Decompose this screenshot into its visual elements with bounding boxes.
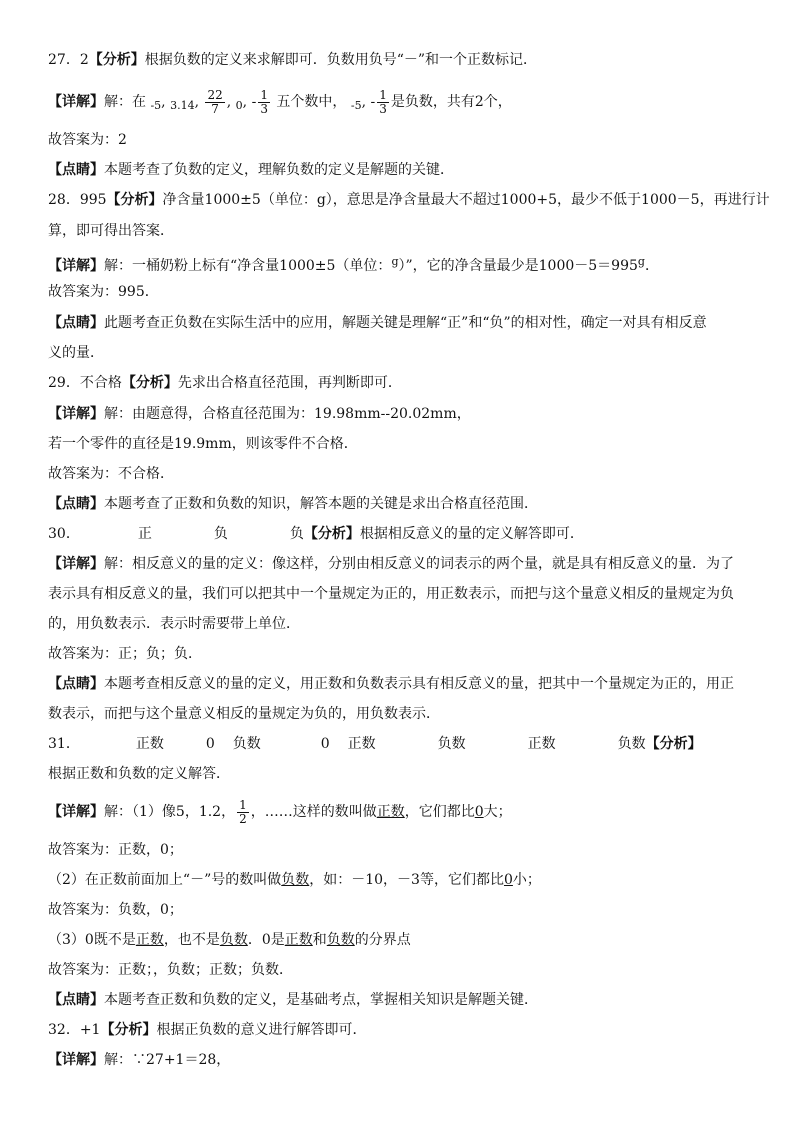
q29-detail-text: 解：由题意得，合格直径范围为：19.98mm--20.02mm，	[104, 406, 471, 422]
q29-detail	[48, 404, 760, 424]
detail-tag: 【详解】	[48, 1052, 104, 1068]
q31-detail-2-c: 小；	[512, 872, 541, 888]
q28-detail	[48, 252, 760, 276]
q30-detail-line-2: 表示具有相反意义的量，我们可以把其中一个量规定为正的，用正数表示，而把与这个量意义相反的量规定为负	[48, 586, 734, 602]
comment-tag: 【点睛】	[48, 676, 104, 692]
q27-fraction-3	[377, 89, 389, 116]
q28-heading	[48, 190, 770, 210]
q30-answer: 故答案为：正；负；负．	[48, 646, 202, 662]
q28-answer: 故答案为：995．	[48, 284, 159, 300]
q29-answer-text: 29．不合格	[48, 375, 122, 391]
q28-analysis-line-1: 净含量1000±5（单位：g），意思是净含量最大不超过1000+5，最少不低于1000－5，再进行计	[162, 192, 770, 208]
underlined-answer: 负数	[326, 932, 355, 948]
q27-answer-number: 27．2	[48, 52, 89, 68]
analysis-tag: 【分析】	[645, 736, 702, 752]
q31-detail-3-a: （3）0既不是	[48, 932, 136, 948]
unit-gram: g	[391, 255, 399, 268]
q32-heading	[48, 1020, 760, 1040]
q29-heading	[48, 373, 760, 393]
q30-comment-line-2: 数表示，而把与这个量意义相反的量规定为负的，用负数表示．	[48, 706, 440, 722]
q31-answer-2-line: 故答案为：负数，0；	[48, 902, 183, 918]
fraction-numerator: 1	[260, 87, 268, 102]
q31-detail-3-b: ，也不是	[163, 932, 220, 948]
q31-detail-1-a: 解：（1）像5，1.2，	[104, 804, 236, 820]
underlined-answer: 负数	[281, 872, 310, 888]
q29-analysis: 先求出合格直径范围，再判断即可．	[177, 375, 402, 391]
q28-detail-text-c: ．	[644, 258, 659, 274]
underlined-answer: 正数	[376, 804, 405, 820]
q31-fraction	[237, 799, 249, 826]
comment-tag: 【点睛】	[48, 315, 104, 331]
q28-comment-line-2: 义的量．	[48, 345, 104, 361]
q29-answer: 故答案为：不合格．	[48, 466, 174, 482]
q31-comment-text: 本题考查正数和负数的定义，是基础考点，掌握相关知识是解题关键．	[104, 992, 538, 1008]
q29-comment	[48, 494, 760, 514]
q28-detail-text-a: 解：一桶奶粉上标有“净含量1000±5（单位：	[104, 258, 392, 274]
q31-heading	[48, 734, 760, 754]
q30-comment	[48, 674, 760, 694]
q31-detail-3-c: ．0是	[247, 932, 285, 948]
comment-tag: 【点睛】	[48, 496, 104, 512]
analysis-tag: 【分析】	[88, 52, 145, 68]
q31-number: 31．	[48, 736, 80, 752]
q30-analysis: 根据相反意义的量的定义解答即可．	[359, 526, 584, 542]
q31-answer-6: 负数	[437, 736, 466, 752]
q31-detail-1-c: ，它们都比	[404, 804, 475, 820]
detail-tag: 【详解】	[48, 804, 104, 820]
q27-detail-text-b: 五个数中，	[276, 94, 347, 110]
q31-answer-3-line: 故答案为：正数；，负数；正数；负数．	[48, 962, 293, 978]
q28-answer-number: 28．995	[48, 192, 107, 208]
q27-detail: 【详解】解：在 $_{-5}$, $_{3.14}$, $\frac{22}{7}$ , $_0$, - $\frac{1}{3}$ 五个数中， $_{-5}$, - $\frac{1}{3}$ 是负数，共有2个，	[48, 87, 512, 116]
q30-heading	[48, 524, 760, 544]
q30-answer-1: 正	[137, 526, 152, 542]
q27-comment	[48, 160, 760, 180]
q27-fraction-2	[258, 89, 270, 116]
q28-analysis-line-2: 算，即可得出答案．	[48, 223, 174, 239]
q30-number: 30．	[48, 526, 80, 542]
analysis-tag: 【分析】	[100, 1022, 157, 1038]
underlined-answer: 0	[503, 872, 513, 888]
q31-detail-3-e: 的分界点	[354, 932, 411, 948]
q31-comment	[48, 990, 760, 1010]
q30-detail-line-1: 解：相反意义的量的定义：像这样，分别由相反意义的词表示的两个量，就是具有相反意义的量．为了	[104, 556, 734, 572]
underlined-answer: 正数	[135, 932, 164, 948]
q32-analysis: 根据正负数的意义进行解答即可．	[156, 1022, 367, 1038]
q29-detail-line-2: 若一个零件的直径是19.9mm，则该零件不合格．	[48, 436, 358, 452]
fraction-denominator: 3	[260, 101, 268, 116]
q31-answer-4: 0	[320, 736, 330, 752]
q30-detail-line-3: 的，用负数表示．表示时需要带上单位．	[48, 616, 300, 632]
detail-tag: 【详解】	[48, 94, 104, 110]
q30-answer-3: 负	[289, 526, 304, 542]
underlined-answer: 0	[474, 804, 484, 820]
unit-gram: g	[637, 255, 645, 268]
q27-answer: 故答案为：2	[48, 132, 127, 148]
detail-tag: 【详解】	[48, 258, 104, 274]
q27-heading	[48, 50, 760, 70]
q32-answer-number: 32．+1	[48, 1022, 101, 1038]
fraction-numerator: 22	[207, 87, 223, 102]
detail-tag: 【详解】	[48, 556, 104, 572]
q31-detail-1	[48, 798, 760, 826]
fraction-denominator: 2	[239, 811, 247, 826]
q27-fraction-1	[205, 89, 224, 116]
q31-answer-1: 正数	[135, 736, 164, 752]
q32-detail	[48, 1050, 760, 1070]
q31-detail-1-d: 大；	[483, 804, 512, 820]
q31-answer-3: 负数	[232, 736, 261, 752]
minus-sign: -	[370, 94, 376, 110]
minus-sign: -	[251, 94, 257, 110]
q31-detail-3	[48, 930, 760, 950]
q30-answer-2: 负	[213, 526, 228, 542]
analysis-tag: 【分析】	[106, 192, 163, 208]
q29-comment-text: 本题考查了正数和负数的知识，解答本题的关键是求出合格直径范围．	[104, 496, 538, 512]
q31-answer-5: 正数	[347, 736, 376, 752]
q27-number-2: 3.14	[170, 99, 195, 112]
q31-answer-1-line: 故答案为：正数，0；	[48, 842, 183, 858]
q31-answer-8: 负数	[617, 736, 646, 752]
q27-analysis: 根据负数的定义来求解即可．负数用负号“－”和一个正数标记．	[144, 52, 538, 68]
q27-number-3: 0	[235, 99, 243, 112]
q28-detail-text-b: ）”，它的净含量最少是1000－5＝995	[398, 258, 638, 274]
q31-detail-3-d: 和	[312, 932, 327, 948]
fraction-denominator: 7	[211, 101, 219, 116]
analysis-tag: 【分析】	[121, 375, 178, 391]
underlined-answer: 负数	[219, 932, 248, 948]
q31-detail-2-a: （2）在正数前面加上“－”号的数叫做	[48, 872, 282, 888]
q30-comment-line-1: 本题考查相反意义的量的定义，用正数和负数表示具有相反意义的量，把其中一个量规定为正的，用正	[104, 676, 734, 692]
q32-detail-text: 解：∵27+1＝28，	[104, 1052, 231, 1068]
q31-detail-2-b: ，如：－10，－3等，它们都比	[309, 872, 504, 888]
q27-number-4: -5	[350, 99, 362, 112]
fraction-numerator: 1	[379, 87, 387, 102]
q28-comment	[48, 313, 760, 333]
q27-detail-text-c: 是负数，共有2个，	[390, 94, 512, 110]
q27-detail-text-a: 解：在	[104, 94, 146, 110]
q31-analysis: 根据正数和负数的定义解答．	[48, 766, 230, 782]
q30-detail	[48, 554, 760, 574]
analysis-tag: 【分析】	[303, 526, 360, 542]
detail-tag: 【详解】	[48, 406, 104, 422]
underlined-answer: 正数	[284, 932, 313, 948]
comment-tag: 【点睛】	[48, 162, 104, 178]
q31-detail-1-b: ，……这样的数叫做	[250, 804, 377, 820]
fraction-numerator: 1	[239, 797, 247, 812]
q27-number-1: -5	[150, 99, 162, 112]
q31-answer-7: 正数	[527, 736, 556, 752]
comment-tag: 【点睛】	[48, 992, 104, 1008]
q28-comment-line-1: 此题考查正负数在实际生活中的应用，解题关键是理解“正”和“负”的相对性，确定一对具有相反意	[104, 315, 707, 331]
fraction-denominator: 3	[379, 101, 387, 116]
q27-comment-text: 本题考查了负数的定义，理解负数的定义是解题的关键．	[104, 162, 454, 178]
q31-answer-2: 0	[205, 736, 215, 752]
q31-detail-2	[48, 870, 760, 890]
